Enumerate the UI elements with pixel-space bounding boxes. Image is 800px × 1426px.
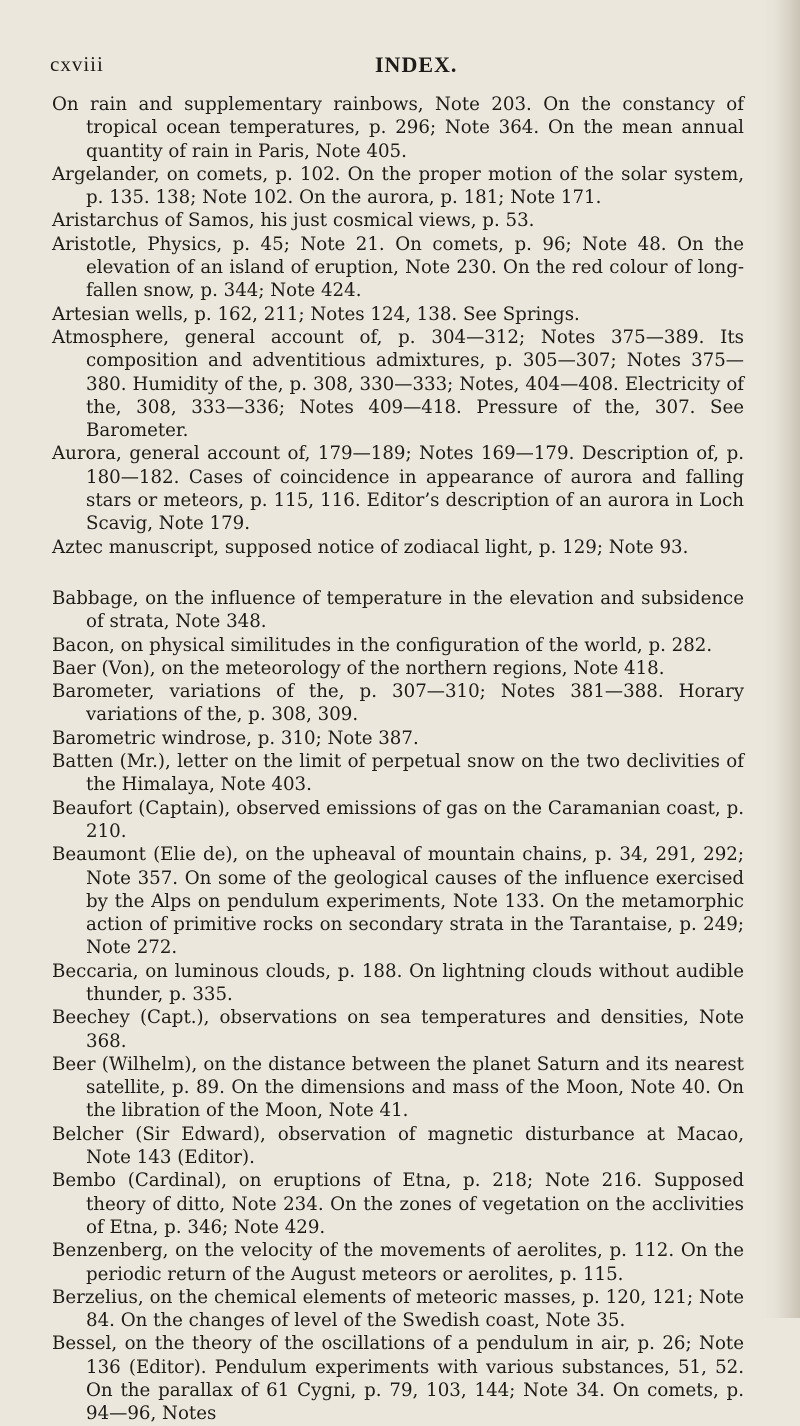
index-body: [52, 93, 744, 1426]
index-entry: Atmosphere, general account of, p. 304—312; Notes 375—389. Its composition and adventitious admixtures, p. 305—307; Notes 375—380. Humidity of the, p. 308, 330—333; Notes, 404—408. Electricity of the, 308, 333—336; Notes 409—418. Pressure of the, 307. See Barometer.: [52, 326, 744, 442]
index-entry: Beaumont (Elie de), on the upheaval of mountain chains, p. 34, 291, 292; Note 357. On some of the geological causes of the influence exercised by the Alps on pendulum experiments, Note 133. On the metamorphic action of primitive rocks on secondary strata in the Tarantaise, p. 249; Note 272.: [52, 844, 744, 959]
section-gap: [52, 559, 744, 587]
page-edge-shadow: [760, 0, 800, 1318]
index-entry: On rain and supplementary rainbows, Note 203. On the constancy of tropical ocean temperatures, p. 296; Note 364. On the mean annual quantity of rain in Paris, Note 405.: [52, 94, 744, 162]
page-number: cxviii: [50, 52, 104, 76]
index-entry: Aurora, general account of, 179—189; Notes 169—179. Description of, p. 180—182. Cases of coincidence in appearance of aurora and falling stars or meteors, p. 115, 116. Editor’s description of an aurora in Loch Scavig, Note 179.: [52, 443, 744, 535]
index-entry: Baer (Von), on the meteorology of the northern regions, Note 418.: [52, 657, 665, 679]
running-title: INDEX.: [375, 52, 458, 77]
index-entry: Babbage, on the influence of temperature in the elevation and subsidence of strata, Note 348.: [52, 587, 744, 633]
index-entry: Bacon, on physical similitudes in the configuration of the world, p. 282.: [52, 634, 713, 656]
index-entry: Beccaria, on luminous clouds, p. 188. On lightning clouds without audible thunder, p. 335.: [52, 960, 744, 1005]
index-entry: Bembo (Cardinal), on eruptions of Etna, p. 218; Note 216. Supposed theory of ditto, Note 234. On the zones of vegetation on the acclivities of Etna, p. 346; Note 429.: [52, 1170, 744, 1238]
index-entry: Beer (Wilhelm), on the distance between the planet Saturn and its nearest satellite, p. 89. On the dimensions and mass of the Moon, Note 40. On the libration of the Moon, Note 41.: [52, 1053, 744, 1122]
index-entry: Benzenberg, on the velocity of the movements of aerolites, p. 112. On the periodic return of the August meteors or aerolites, p. 115.: [52, 1240, 744, 1285]
index-entry: Aristotle, Physics, p. 45; Note 21. On comets, p. 96; Note 48. On the elevation of an island of eruption, Note 230. On the red colour of long-fallen snow, p. 344; Note 424.: [52, 233, 744, 302]
index-entry: Beechey (Capt.), observations on sea temperatures and densities, Note 368.: [52, 1007, 744, 1052]
index-entry: Bessel, on the theory of the oscillations of a pendulum in air, p. 26; Note 136 (Editor). Pendulum experiments with various substances, 51, 52. On the parallax of 61 Cygni, p. 79, 103, 144; Note 34. On comets, p. 94—96, Notes: [52, 1333, 744, 1425]
index-entry: Aristarchus of Samos, his just cosmical views, p. 53.: [52, 210, 535, 232]
index-entry: Barometer, variations of the, p. 307—310; Notes 381—388. Horary variations of the, p. 308, 309.: [52, 681, 744, 726]
page-header: [50, 52, 710, 82]
index-entry: Belcher (Sir Edward), observation of magnetic disturbance at Macao, Note 143 (Editor).: [52, 1123, 744, 1169]
index-entry: Barometric windrose, p. 310; Note 387.: [52, 727, 419, 749]
index-entry: Artesian wells, p. 162, 211; Notes 124, 138. See Springs.: [52, 303, 580, 325]
index-entry: Batten (Mr.), letter on the limit of perpetual snow on the two declivities of the Himalaya, Note 403.: [52, 751, 744, 796]
index-entry: Aztec manuscript, supposed notice of zodiacal light, p. 129; Note 93.: [52, 536, 689, 558]
index-entry: Argelander, on comets, p. 102. On the proper motion of the solar system, p. 135. 138; Note 102. On the aurora, p. 181; Note 171.: [52, 163, 744, 209]
index-entry: Beaufort (Captain), observed emissions of gas on the Caramanian coast, p. 210.: [52, 797, 744, 842]
index-entry: Berzelius, on the chemical elements of meteoric masses, p. 120, 121; Note 84. On the changes of level of the Swedish coast, Note 35.: [52, 1286, 744, 1332]
